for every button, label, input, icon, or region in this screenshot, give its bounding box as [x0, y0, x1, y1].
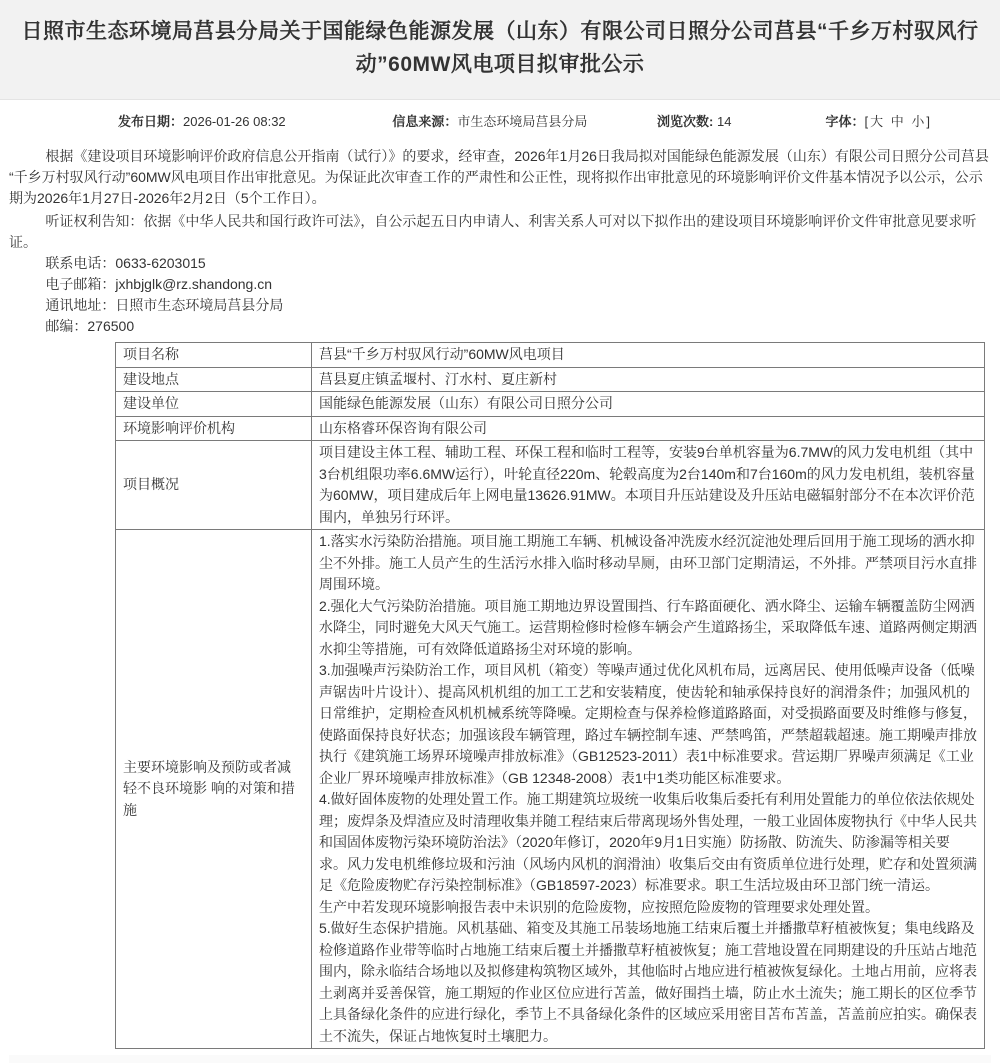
row-label: 建设地点 — [116, 367, 312, 392]
measure-hazardous-waste-note: 生产中若发现环境影响报告表中未识别的危险废物，应按照危险废物的管理要求处理处置。 — [319, 898, 879, 915]
info-source-label: 信息来源： — [392, 114, 458, 130]
info-source — [392, 111, 657, 130]
row-value: 莒县夏庄镇孟堰村、汀水村、夏庄新村 — [312, 367, 985, 392]
publish-date-value: 2026-01-26 08:32 — [183, 114, 286, 130]
meta-row — [0, 100, 1000, 140]
row-label: 项目概况 — [116, 441, 312, 530]
row-label: 环境影响评价机构 — [116, 416, 312, 441]
notice-body — [0, 140, 1000, 1063]
row-value: 山东格睿环保咨询有限公司 — [312, 416, 985, 441]
notice-header-band — [0, 0, 1000, 100]
bracket-open: [ — [864, 114, 869, 130]
view-count-label: 浏览次数: — [657, 114, 714, 130]
table-row-environmental-measures — [116, 530, 985, 1049]
font-size-small-button[interactable]: 小 — [911, 114, 925, 130]
measure-water-pollution: 1.落实水污染防治措施。项目施工期施工车辆、机械设备冲洗废水经沉淀池处理后回用于施工现场的洒水抑尘不外排。施工人员产生的生活污水排入临时移动旱厕，由环卫部门定期清运，不外排。严禁项目污水直排周围环境。 — [319, 533, 977, 593]
page-title: 日照市生态环境局莒县分局关于国能绿色能源发展（山东）有限公司日照分公司莒县“千乡万村驭风行动”60MW风电项目拟审批公示 — [21, 20, 979, 76]
row-label: 建设单位 — [116, 392, 312, 417]
row-value: 国能绿色能源发展（山东）有限公司日照分公司 — [312, 392, 985, 417]
contact-email-line: 电子邮箱：jxhbjglk@rz.shandong.cn — [45, 276, 273, 293]
font-size-label: 字体： — [825, 114, 865, 130]
hearing-rights-paragraph: 听证权利告知：依据《中华人民共和国行政许可法》，自公示起五日内申请人、利害关系人可对以下拟作出的建设项目环境影响评价文件审批意见要求听证。 — [9, 213, 977, 251]
view-count — [657, 111, 825, 130]
publish-date-label: 发布日期： — [118, 114, 184, 130]
measure-air-pollution: 2.强化大气污染防治措施。项目施工期地边界设置围挡、行车路面硬化、洒水降尘、运输车辆覆盖防尘网洒水降尘，同时避免大风天气施工。运营期检修时检修车辆会产生道路扬尘，采取降低车速、道路两侧定期洒水抑尘等措施，可有效降低道路扬尘对环境的影响。 — [319, 597, 977, 657]
row-label: 主要环境影响及预防或者减轻不良环境影 响的对策和措施 — [116, 530, 312, 1049]
bracket-close: ] — [926, 114, 930, 130]
font-size-switcher — [825, 111, 930, 130]
table-row-location — [116, 367, 985, 392]
row-value: 项目建设主体工程、辅助工程、环保工程和临时工程等，安装9台单机容量为6.7MW的风力发电机组（其中3台机组限功率6.6MW运行），叶轮直径220m、轮毂高度为2台140m和7台160m的风力发电机组，装机容量为60MW，项目建成后年上网电量13626.91MW。本项目升压站建设及升压站电磁辐射部分不在本次评价范围内，单独另行环评。 — [312, 441, 985, 530]
project-info-table — [115, 342, 985, 1049]
table-row-project-overview — [116, 441, 985, 530]
measure-ecological-protection: 5.做好生态保护措施。风机基础、箱变及其施工吊装场地施工结束后覆土并播撒草籽植被恢复；集电线路及检修道路作业带等临时占地施工结束后覆土并播撒草籽植被恢复；施工营地设置在同期建设的升压站占地范围内，除永临结合场地以及拟修建构筑物区域外，其他临时占地应进行植被恢复绿化。土地占用前，应将表土剥离并妥善保管，施工期短的作业区位应进行苫盖，做好围挡土墙，防止水土流失；施工期长的区位季节上具备绿化条件的应进行绿化，季节上不具备绿化条件的区域应采用密目苫布苫盖，苫盖前应拍实。确保表土不流失，保证占地恢复时土壤肥力。 — [319, 920, 977, 1044]
contact-postcode-line: 邮编：276500 — [45, 318, 135, 335]
publish-date — [118, 111, 392, 130]
row-label: 项目名称 — [116, 343, 312, 368]
measure-solid-waste: 4.做好固体废物的处理处置工作。施工期建筑垃圾统一收集后收集后委托有利用处置能力的单位依法依规处理；废焊条及焊渣应及时清理收集并随工程结束后带离现场外售处理，一般工业固体废物执行《中华人民共和国固体废物污染环境防治法》（2020年修订，2020年9月1日实施）防扬散、防流失、防渗漏等相关要求。风力发电机维修垃圾和污油（风场内风机的润滑油）收集后交由有资质单位进行处理，贮存和处置须满足《危险废物贮存污染控制标准》（GB18597-2023）标准要求。职工生活垃圾由环卫部门统一清运。 — [319, 791, 977, 894]
table-row-eia-agency — [116, 416, 985, 441]
view-count-value: 14 — [716, 114, 732, 130]
font-size-medium-button[interactable]: 中 — [890, 114, 904, 130]
intro-paragraph: 根据《建设项目环境影响评价政府信息公开指南（试行）》的要求，经审查，2026年1月26日我局拟对国能绿色能源发展（山东）有限公司日照分公司莒县“千乡万村驭风行动”60MW风电项目作出审批意见。为保证此次审查工作的严肃性和公正性，现将拟作出审批意见的环境影响评价文件基本情况予以公示，公示期为2026年1月27日-2026年2月2日（5个工作日）。 — [9, 148, 989, 207]
font-size-large-button[interactable]: 大 — [870, 114, 884, 130]
contact-phone-line: 联系电话：0633-6203015 — [45, 255, 206, 272]
table-row-project-name — [116, 343, 985, 368]
contact-address-line: 通讯地址：日照市生态环境局莒县分局 — [45, 297, 284, 314]
measure-noise-pollution: 3.加强噪声污染防治工作，项目风机（箱变）等噪声通过优化风机布局，远离居民、使用低噪声设备（低噪声锯齿叶片设计）、提高风机机组的加工工艺和安装精度，使齿轮和轴承保持良好的润滑条件；加强风机的日常维护，定期检查风机机械系统等降噪。定期检查与保养检修道路路面，对受损路面要及时维修与修复，使路面保持良好状态；加强该段车辆管理，路过车辆控制车速、严禁鸣笛，严禁超载超速。施工期噪声排放执行《建筑施工场界环境噪声排放标准》（GB12523-2011）表1中标准要求。营运期厂界噪声须满足《工业企业厂界环境噪声排放标准》（GB 12348-2008）表1中1类功能区标准要求。 — [319, 662, 977, 786]
row-value: 莒县“千乡万村驭风行动”60MW风电项目 — [312, 343, 985, 368]
row-value — [312, 530, 985, 1049]
table-row-builder — [116, 392, 985, 417]
page-bottom-strip — [9, 1055, 991, 1063]
info-source-value: 市生态环境局莒县分局 — [457, 114, 588, 130]
